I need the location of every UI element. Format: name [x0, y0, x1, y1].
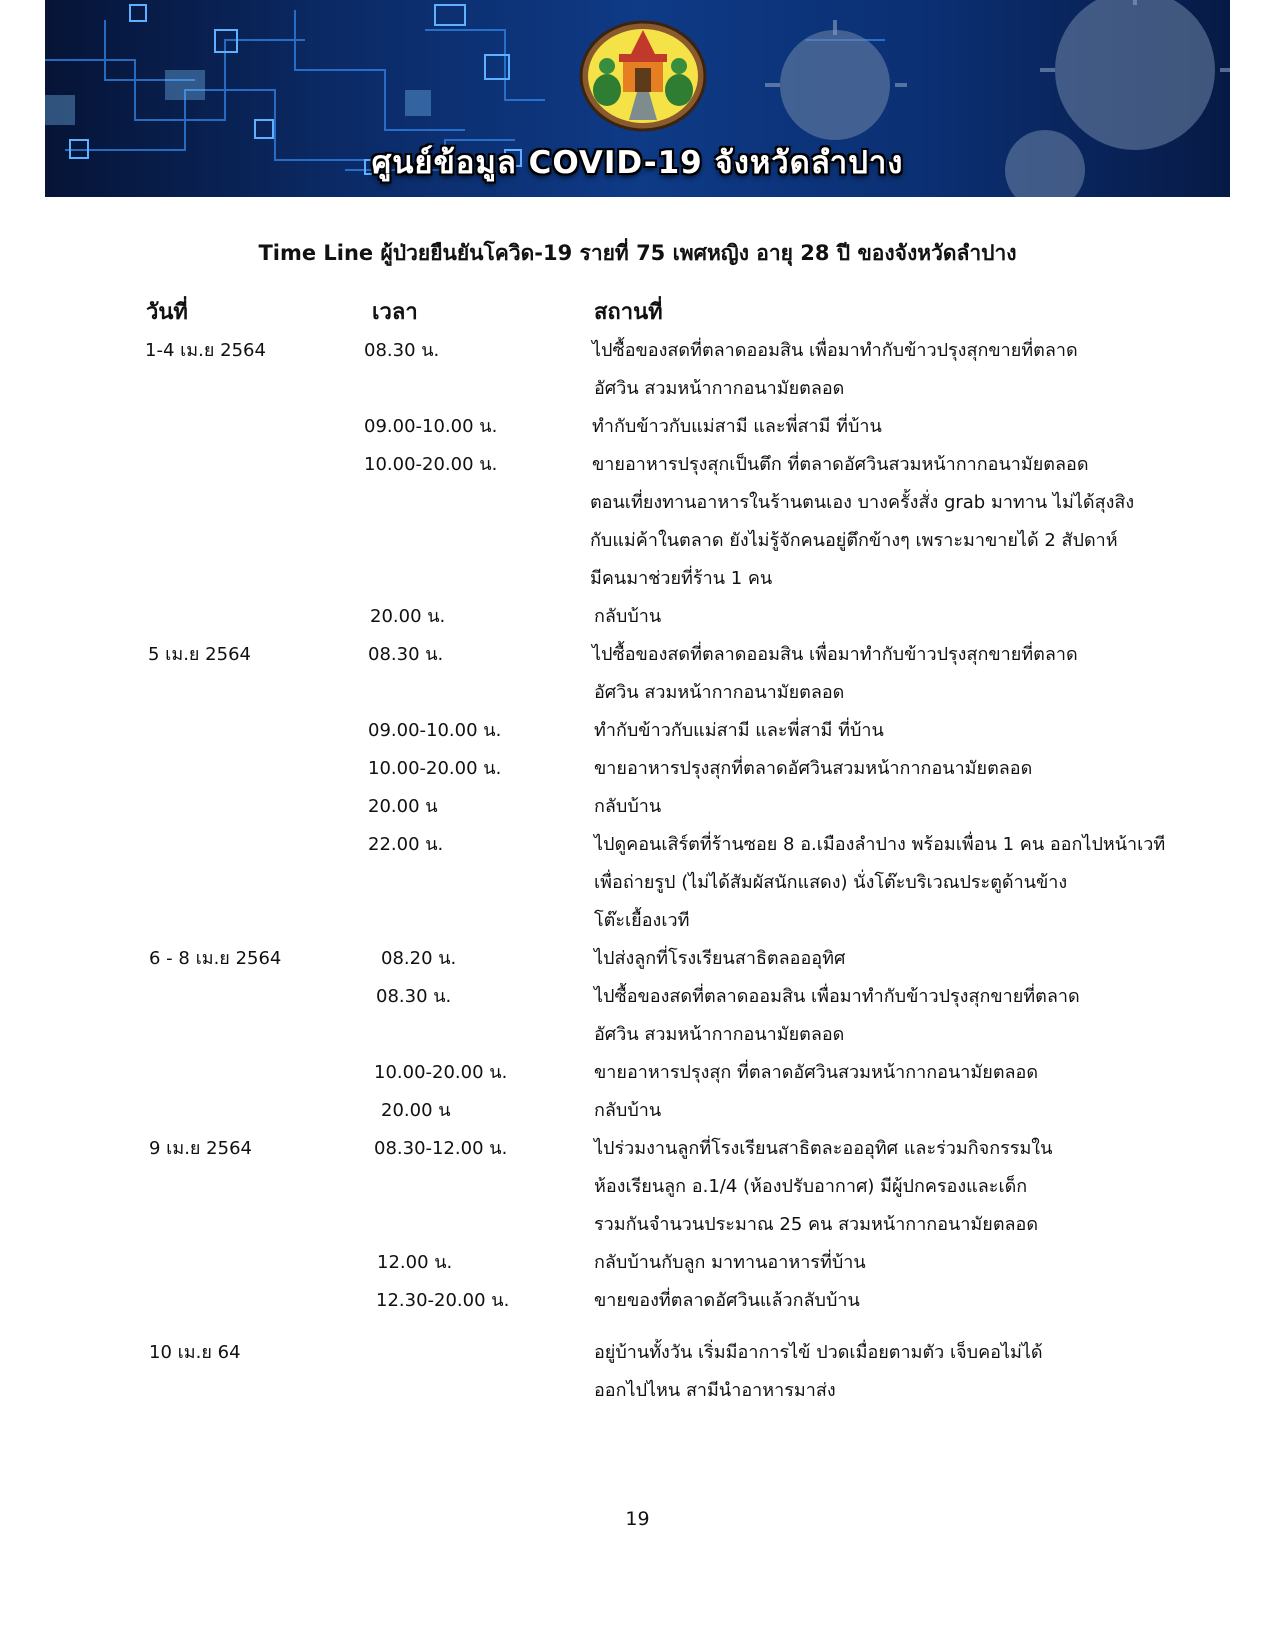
- banner-title: ศูนย์ข้อมูล COVID-19 จังหวัดลำปาง: [371, 145, 904, 181]
- row-date: 1-4 เม.ย 2564: [145, 340, 266, 361]
- row-place: ขายอาหารปรุงสุกที่ตลาดอัศวินสวมหน้ากากอนามัยตลอด: [594, 758, 1033, 779]
- row-place: รวมกันจำนวนประมาณ 25 คน สวมหน้ากากอนามัยตลอด: [594, 1214, 1039, 1235]
- row-date: 6 - 8 เม.ย 2564: [149, 948, 282, 969]
- row-place: ทำกับข้าวกับแม่สามี และพี่สามี ที่บ้าน: [594, 720, 884, 741]
- row-place: ไปซื้อของสดที่ตลาดออมสิน เพื่อมาทำกับข้าวปรุงสุกขายที่ตลาด: [592, 340, 1078, 361]
- row-date: 10 เม.ย 64: [149, 1342, 241, 1363]
- row-place: กับแม่ค้าในตลาด ยังไม่รู้จักคนอยู่ตึกข้างๆ เพราะมาขายได้ 2 สัปดาห์: [590, 530, 1118, 551]
- row-place: กลับบ้านกับลูก มาทานอาหารที่บ้าน: [594, 1252, 866, 1273]
- column-header-place: สถานที่: [594, 300, 663, 325]
- document-title: Time Line ผู้ป่วยยืนยันโควิด-19 รายที่ 75 เพศหญิง อายุ 28 ปี ของจังหวัดลำปาง: [258, 241, 1017, 265]
- row-place: ไปซื้อของสดที่ตลาดออมสิน เพื่อมาทำกับข้าวปรุงสุกขายที่ตลาด: [592, 644, 1078, 665]
- row-place: ห้องเรียนลูก อ.1/4 (ห้องปรับอากาศ) มีผู้ปกครองและเด็ก: [594, 1176, 1028, 1197]
- row-place: อยู่บ้านทั้งวัน เริ่มมีอาการไข้ ปวดเมื่อยตามตัว เจ็บคอไม่ได้: [594, 1342, 1043, 1363]
- row-place: ไปดูคอนเสิร์ตที่ร้านซอย 8 อ.เมืองลำปาง พร้อมเพื่อน 1 คน ออกไปหน้าเวที: [594, 834, 1166, 855]
- row-place: ขายของที่ตลาดอัศวินแล้วกลับบ้าน: [594, 1290, 860, 1311]
- row-time: 08.20 น.: [381, 948, 457, 969]
- row-time: 12.30-20.00 น.: [376, 1290, 510, 1311]
- header-banner: [45, 0, 1230, 197]
- row-time: 20.00 น.: [370, 606, 446, 627]
- row-time: 20.00 น: [381, 1100, 451, 1121]
- row-place: ไปส่งลูกที่โรงเรียนสาธิตลอออุทิศ: [594, 948, 846, 969]
- row-place: อัศวิน สวมหน้ากากอนามัยตลอด: [594, 1024, 845, 1045]
- row-place: ออกไปไหน สามีนำอาหารมาส่ง: [594, 1380, 836, 1401]
- row-place: ขายอาหารปรุงสุกเป็นตึก ที่ตลาดอัศวินสวมหน้ากากอนามัยตลอด: [592, 454, 1089, 475]
- row-place: ไปร่วมงานลูกที่โรงเรียนสาธิตละอออุทิศ และร่วมกิจกรรมใน: [594, 1138, 1053, 1159]
- row-time: 08.30-12.00 น.: [374, 1138, 508, 1159]
- column-header-date: วันที่: [146, 300, 188, 325]
- row-time: 10.00-20.00 น.: [364, 454, 498, 475]
- row-time: 22.00 น.: [368, 834, 444, 855]
- row-time: 10.00-20.00 น.: [374, 1062, 508, 1083]
- row-place: กลับบ้าน: [594, 1100, 662, 1121]
- row-place: โต๊ะเยื้องเวที: [594, 910, 690, 931]
- row-place: กลับบ้าน: [594, 606, 662, 627]
- row-time: 10.00-20.00 น.: [368, 758, 502, 779]
- page-number: 19: [625, 1508, 650, 1530]
- row-place: ตอนเที่ยงทานอาหารในร้านตนเอง บางครั้งสั่ง grab มาทาน ไม่ได้สุงสิง: [590, 492, 1135, 513]
- row-time: 09.00-10.00 น.: [368, 720, 502, 741]
- row-place: อัศวิน สวมหน้ากากอนามัยตลอด: [594, 378, 845, 399]
- row-place: กลับบ้าน: [594, 796, 662, 817]
- column-header-time: เวลา: [372, 300, 418, 325]
- row-place: ทำกับข้าวกับแม่สามี และพี่สามี ที่บ้าน: [592, 416, 882, 437]
- row-place: เพื่อถ่ายรูป (ไม่ได้สัมผัสนักแสดง) นั่งโต๊ะบริเวณประตูด้านข้าง: [594, 872, 1068, 893]
- row-time: 09.00-10.00 น.: [364, 416, 498, 437]
- row-date: 5 เม.ย 2564: [148, 644, 251, 665]
- row-time: 20.00 น: [368, 796, 438, 817]
- row-time: 12.00 น.: [377, 1252, 453, 1273]
- row-time: 08.30 น.: [364, 340, 440, 361]
- row-time: 08.30 น.: [376, 986, 452, 1007]
- row-place: ไปซื้อของสดที่ตลาดออมสิน เพื่อมาทำกับข้าวปรุงสุกขายที่ตลาด: [594, 986, 1080, 1007]
- row-date: 9 เม.ย 2564: [149, 1138, 252, 1159]
- row-place: ขายอาหารปรุงสุก ที่ตลาดอัศวินสวมหน้ากากอนามัยตลอด: [594, 1062, 1039, 1083]
- row-time: 08.30 น.: [368, 644, 444, 665]
- row-place: มีคนมาช่วยที่ร้าน 1 คน: [590, 568, 773, 589]
- province-seal-icon: [579, 20, 707, 132]
- row-place: อัศวิน สวมหน้ากากอนามัยตลอด: [594, 682, 845, 703]
